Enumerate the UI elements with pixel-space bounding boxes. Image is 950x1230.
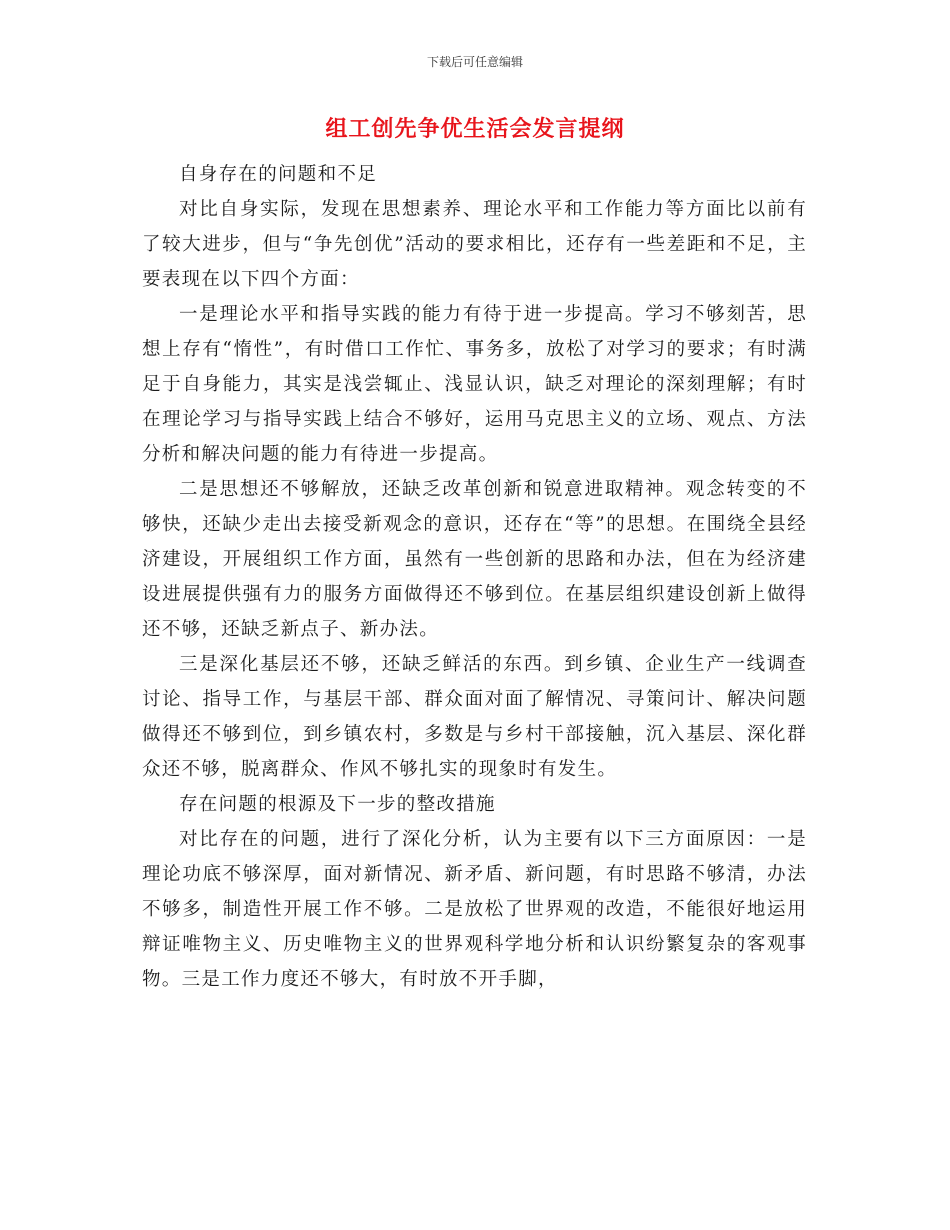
document-title: 组工创先争优生活会发言提纲 (325, 117, 625, 142)
header-note: 下载后可任意编辑 (426, 55, 523, 69)
paragraph-point-three: 三是深化基层还不够，还缺乏鲜活的东西。到乡镇、企业生产一线调查讨论、指导工作，与基层干部、群众面对面了解情况、寻策问计、解决问题做得还不够到位，到乡镇农村，多数是与乡村干部接触，沉入基层、深化群众还不够，脱离群众、作风不够扎实的现象时有发生。 (142, 654, 807, 780)
paragraph-causes: 对比存在的问题，进行了深化分析，认为主要有以下三方面原因：一是理论功底不够深厚，面对新情况、新矛盾、新问题，有时思路不够清，办法不够多，制造性开展工作不够。二是放松了世界观的改造，不能很好地运用辩证唯物主义、历史唯物主义的世界观科学地分析和认识纷繁复杂的客观事物。三是工作力度还不够大，有时放不开手脚， (142, 829, 807, 990)
paragraph-point-one: 一是理论水平和指导实践的能力有待于进一步提高。学习不够刻苦，思想上存有“惰性”，有时借口工作忙、事务多，放松了对学习的要求；有时满足于自身能力，其实是浅尝辄止、浅显认识，缺乏对理论的深刻理解；有时在理论学习与指导实践上结合不够好，运用马克思主义的立场、观点、方法分析和解决问题的能力有待进一步提高。 (142, 304, 807, 465)
section-heading-problems: 自身存在的问题和不足 (179, 164, 378, 185)
section-heading-causes: 存在问题的根源及下一步的整改措施 (179, 794, 496, 815)
paragraph-point-two: 二是思想还不够解放，还缺乏改革创新和锐意进取精神。观念转变的不够快，还缺少走出去接受新观念的意识，还存在“等”的思想。在围绕全县经济建设，开展组织工作方面，虽然有一些创新的思路和办法，但在为经济建设进展提供强有力的服务方面做得还不够到位。在基层组织建设创新上做得还不够，还缺乏新点子、新办法。 (142, 479, 807, 640)
document-body (142, 157, 807, 997)
paragraph-intro: 对比自身实际，发现在思想素养、理论水平和工作能力等方面比以前有了较大进步，但与“争先创优”活动的要求相比，还存有一些差距和不足，主要表现在以下四个方面： (142, 199, 807, 290)
